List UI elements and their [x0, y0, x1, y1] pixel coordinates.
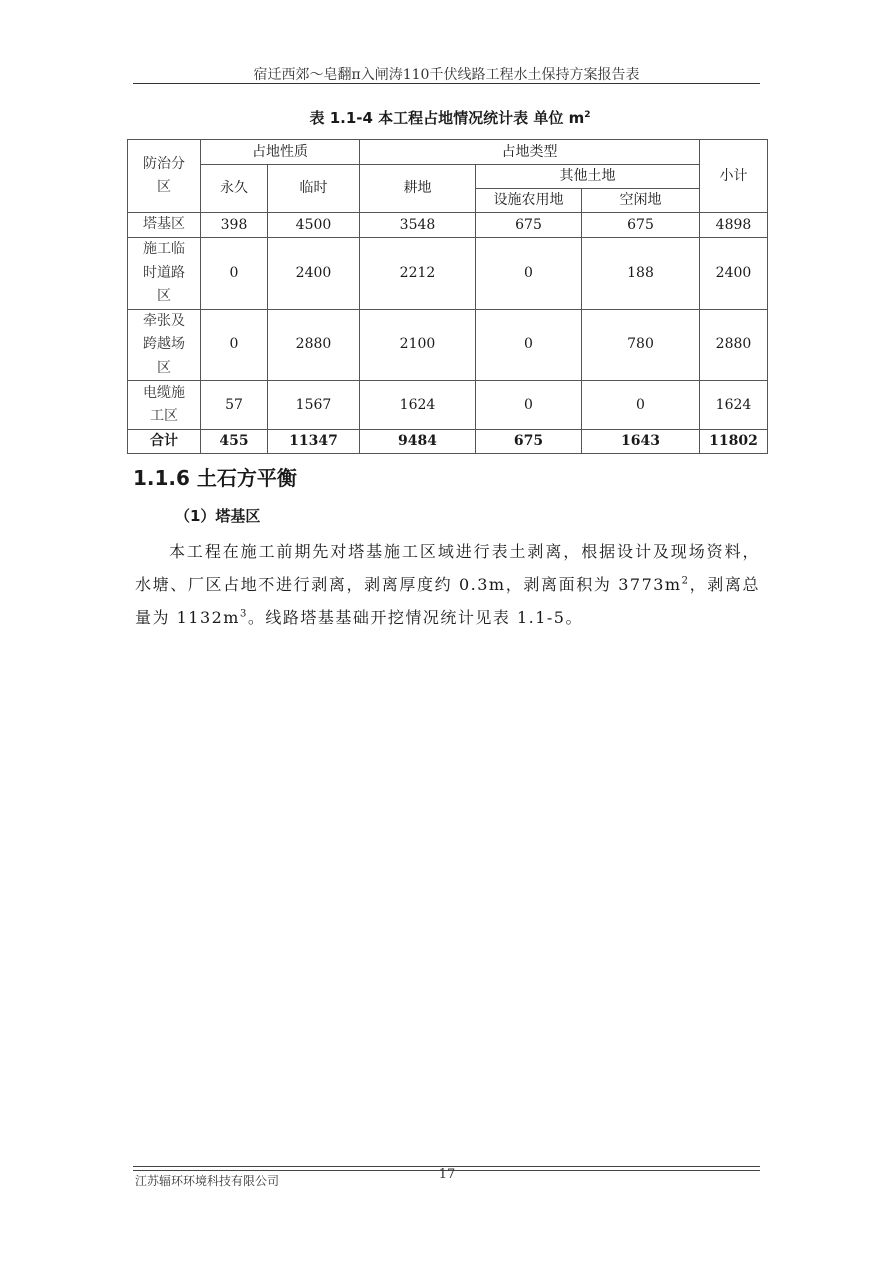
header-divider	[133, 83, 760, 84]
cell-farmland: 3548	[360, 213, 476, 238]
header-subtotal: 小计	[700, 140, 768, 213]
para-text-3: 。线路塔基基础开挖情况统计见表 1.1-5。	[247, 608, 583, 627]
header-other-land: 其他土地	[476, 165, 700, 189]
total-subtotal: 11802	[700, 430, 768, 454]
header-zone: 防治分区	[128, 140, 201, 213]
para-sup-volume: 3	[239, 608, 248, 620]
body-paragraph	[135, 535, 760, 634]
total-label: 合计	[128, 430, 201, 454]
header-permanent: 永久	[201, 165, 268, 213]
table-row	[128, 381, 768, 430]
cell-temporary: 2880	[268, 309, 360, 381]
cell-facility: 675	[476, 213, 582, 238]
para-text-2: ，剥离总量为 1132m	[135, 575, 760, 627]
cell-idle: 780	[582, 309, 700, 381]
cell-idle: 675	[582, 213, 700, 238]
cell-facility: 0	[476, 381, 582, 430]
cell-permanent: 398	[201, 213, 268, 238]
cell-facility: 0	[476, 238, 582, 310]
total-temporary: 11347	[268, 430, 360, 454]
table-caption-text: 表 1.1-4 本工程占地情况统计表 单位 m	[309, 109, 585, 127]
land-use-table	[127, 139, 768, 454]
cell-farmland: 1624	[360, 381, 476, 430]
cell-idle: 0	[582, 381, 700, 430]
para-sup-area: 2	[681, 575, 690, 587]
total-facility: 675	[476, 430, 582, 454]
total-farmland: 9484	[360, 430, 476, 454]
cell-subtotal: 2880	[700, 309, 768, 381]
cell-subtotal: 2400	[700, 238, 768, 310]
cell-zone: 电缆施工区	[128, 381, 201, 430]
cell-zone: 施工临时道路区	[128, 238, 201, 310]
table-caption-unit-sup: 2	[584, 110, 591, 120]
header-temporary: 临时	[268, 165, 360, 213]
cell-permanent: 0	[201, 309, 268, 381]
page-header-title: 宿迁西郊～皂翻π入闸涛110千伏线路工程水土保持方案报告表	[253, 67, 640, 83]
cell-temporary: 4500	[268, 213, 360, 238]
header-farmland: 耕地	[360, 165, 476, 213]
cell-farmland: 2100	[360, 309, 476, 381]
header-land-nature: 占地性质	[201, 140, 360, 165]
total-idle: 1643	[582, 430, 700, 454]
header-idle-land: 空闲地	[582, 189, 700, 213]
cell-subtotal: 4898	[700, 213, 768, 238]
cell-permanent: 0	[201, 238, 268, 310]
cell-zone: 塔基区	[128, 213, 201, 238]
page-number: 17	[438, 1167, 456, 1182]
cell-idle: 188	[582, 238, 700, 310]
header-land-type: 占地类型	[360, 140, 700, 165]
cell-facility: 0	[476, 309, 582, 381]
table-total-row	[128, 430, 768, 454]
subsection-title: （1）塔基区	[175, 507, 261, 525]
footer-company: 江苏辐环环境科技有限公司	[135, 1174, 280, 1188]
table-row	[128, 238, 768, 310]
header-facility-land: 设施农用地	[476, 189, 582, 213]
table-row	[128, 213, 768, 238]
cell-zone: 牵张及跨越场区	[128, 309, 201, 381]
cell-temporary: 1567	[268, 381, 360, 430]
cell-farmland: 2212	[360, 238, 476, 310]
cell-permanent: 57	[201, 381, 268, 430]
para-text-1: 本工程在施工前期先对塔基施工区域进行表土剥离，根据设计及现场资料，水塘、厂区占地不进行剥离，剥离厚度约 0.3m，剥离面积为 3773m	[135, 542, 760, 594]
cell-temporary: 2400	[268, 238, 360, 310]
cell-subtotal: 1624	[700, 381, 768, 430]
section-title: 1.1.6 土石方平衡	[133, 466, 297, 490]
table-row	[128, 309, 768, 381]
table-caption	[133, 107, 767, 128]
total-permanent: 455	[201, 430, 268, 454]
